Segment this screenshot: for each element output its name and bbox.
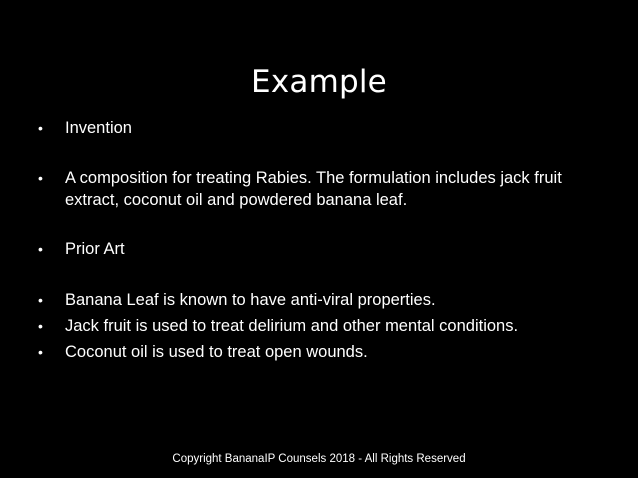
bullet-marker: •: [38, 241, 43, 257]
bullet-item-composition: [36, 167, 606, 211]
bullet-marker: •: [38, 120, 43, 136]
bullet-text: A composition for treating Rabies. The formulation includes jack fruit extract, coconut oil and powdered banana leaf.: [65, 169, 562, 209]
copyright-footer: Copyright BananaIP Counsels 2018 - All Rights Reserved: [172, 453, 466, 465]
bullet-item-jack-fruit: [36, 315, 606, 337]
bullet-text: Banana Leaf is known to have anti-viral properties.: [65, 291, 436, 309]
bullet-item-banana-leaf: [36, 289, 606, 311]
slide-title: Example: [251, 64, 387, 100]
bullet-text: Prior Art: [65, 240, 125, 258]
bullet-marker: •: [38, 344, 43, 360]
bullet-marker: •: [38, 318, 43, 334]
bullet-marker: •: [38, 292, 43, 308]
bullet-text: Jack fruit is used to treat delirium and other mental conditions.: [65, 317, 519, 335]
bullet-item-prior-art: [36, 238, 606, 260]
bullet-item-invention: [36, 117, 606, 139]
bullet-item-coconut-oil: [36, 341, 606, 363]
bullet-marker: •: [38, 170, 43, 186]
bullet-text: Coconut oil is used to treat open wounds.: [65, 343, 368, 361]
bullet-text: Invention: [65, 119, 132, 137]
